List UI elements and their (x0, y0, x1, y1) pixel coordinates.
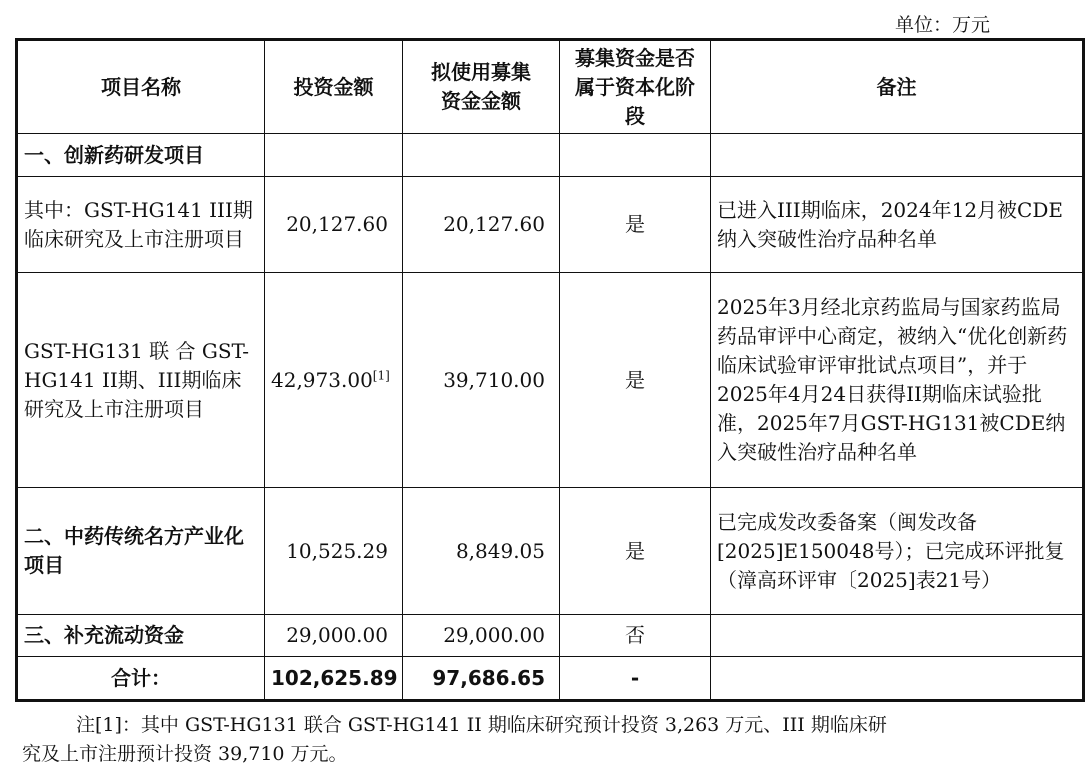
row-raised: 29,000.00 (403, 615, 560, 657)
row-raised: 20,127.60 (403, 177, 560, 273)
row-investment: 29,000.00 (265, 615, 403, 657)
table-row (17, 488, 1084, 615)
header-raised: 拟使用募集资金金额 (403, 40, 560, 134)
row-investment: 10,525.29 (265, 488, 403, 615)
row-capitalized: 否 (560, 615, 711, 657)
table-header-row (17, 40, 1084, 134)
header-name: 项目名称 (17, 40, 265, 134)
table-row (17, 134, 1084, 177)
table-row (17, 177, 1084, 273)
footnote-line-1: 注[1]：其中 GST-HG131 联合 GST-HG141 II 期临床研究预计投资 3,263 万元、III 期临床研 (76, 714, 887, 736)
row-raised: 39,710.00 (403, 273, 560, 488)
footnote-marker: [1] (372, 367, 390, 382)
row-remark: 2025年3月经北京药监局与国家药监局药品审评中心商定，被纳入“优化创新药临床试验审评审批试点项目”，并于2025年4月24日获得II期临床试验批准，2025年7月GST-HG131被CDE纳入突破性治疗品种名单 (711, 273, 1084, 488)
header-investment: 投资金额 (265, 40, 403, 134)
total-investment: 102,625.89 (265, 657, 403, 701)
total-remark (711, 657, 1084, 701)
row-remark (711, 134, 1084, 177)
row-name: 其中：GST-HG141 III期临床研究及上市注册项目 (17, 177, 265, 273)
row-investment: 20,127.60 (265, 177, 403, 273)
total-capitalized: - (560, 657, 711, 701)
header-remark: 备注 (711, 40, 1084, 134)
row-raised (403, 134, 560, 177)
row-name: 二、中药传统名方产业化项目 (17, 488, 265, 615)
row-capitalized: 是 (560, 177, 711, 273)
row-capitalized (560, 134, 711, 177)
row-name: 三、补充流动资金 (17, 615, 265, 657)
row-investment-cell (265, 273, 403, 488)
row-remark (711, 615, 1084, 657)
table-row (17, 273, 1084, 488)
footnote (22, 711, 1026, 769)
footnote-line-2: 究及上市注册预计投资 39,710 万元。 (22, 743, 348, 765)
row-remark: 已完成发改委备案（闽发改备[2025]E150048号）；已完成环评批复（漳高环评审〔2025]表21号） (711, 488, 1084, 615)
row-raised: 8,849.05 (403, 488, 560, 615)
row-name: GST-HG131 联 合 GST-HG141 II期、III期临床研究及上市注册项目 (17, 273, 265, 488)
row-name: 一、创新药研发项目 (17, 134, 265, 177)
unit-label: 单位：万元 (895, 14, 991, 36)
row-capitalized: 是 (560, 488, 711, 615)
total-row (17, 657, 1084, 701)
table-row (17, 615, 1084, 657)
row-capitalized: 是 (560, 273, 711, 488)
header-capitalized: 募集资金是否属于资本化阶段 (560, 40, 711, 134)
row-investment (265, 134, 403, 177)
total-label: 合计： (17, 657, 265, 701)
fund-usage-table (15, 38, 1085, 702)
row-investment: 42,973.00 (271, 367, 373, 392)
row-remark: 已进入III期临床，2024年12月被CDE纳入突破性治疗品种名单 (711, 177, 1084, 273)
total-raised: 97,686.65 (403, 657, 560, 701)
